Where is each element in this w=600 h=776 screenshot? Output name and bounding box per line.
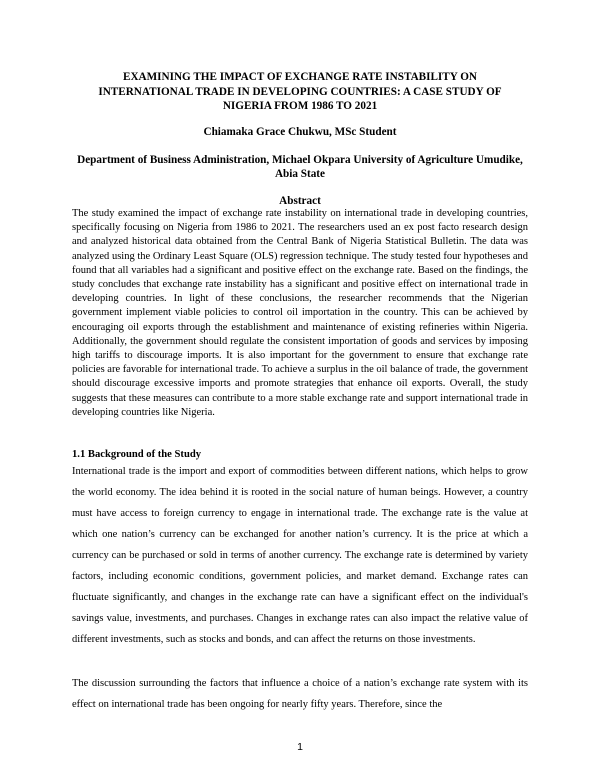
body-paragraph-1: International trade is the import and export of commodities between different nations, which helps to grow the world economy. The idea behind it is rooted in the social nature of human beings. However, a country must have access to foreign currency to engage in international trade. The exchange rate is the value at which one nation’s currency can be exchanged for another nation’s currency. It is the price at which a currency can be purchased or sold in terms of another currency. The exchange rate is determined by variety factors, including economic conditions, government policies, and market demand. Exchange rates can fluctuate significantly, and changes in the exchange rate can have a significant effect on the individual's savings value, investments, and purchases. Changes in exchange rates can also impact the relative value of different investments, such as stocks and bonds, and can affect the returns on those investments. <box>72 466 528 645</box>
abstract-heading: Abstract <box>279 195 321 207</box>
paper-title: EXAMINING THE IMPACT OF EXCHANGE RATE INSTABILITY ON INTERNATIONAL TRADE IN DEVELOPING COUNTRIES: A CASE STUDY OF NIGERIA FROM 1986 TO 2021 <box>98 71 502 112</box>
affiliation-line: Department of Business Administration, Michael Okpara University of Agriculture Umudike, Abia State <box>77 154 523 180</box>
section-heading: 1.1 Background of the Study <box>72 449 202 460</box>
abstract-body: The study examined the impact of exchange rate instability on international trade in developing countries, specifically focusing on Nigeria from 1986 to 2021. The researchers used an ex post facto research design and analyzed historical data obtained from the Central Bank of Nigeria Statistical Bulletin. The data was analyzed using the Ordinary Least Square (OLS) regression technique. The study tested four hypotheses and found that all variables had a significant and positive effect on the exchange rate. Based on the findings, the study concludes that exchange rate instability has a significant and positive effect on international trade in developing countries. In light of these conclusions, the researcher recommends that the Nigerian government implement viable policies to control oil importation in the country. This can be achieved by encouraging oil exports through the establishment and maintenance of existing refineries within Nigeria. Additionally, the government should regulate the consistent importation of goods and services by imposing high tariffs to discourage imports. It is also important for the government to ensure that exchange rate policies are favorable for international trade. To achieve a surplus in the oil balance of trade, the government should discourage excessive imports and promote strategies that enhance oil exports. Overall, the study suggests that these measures can contribute to a more stable exchange rate and support international trade in developing countries like Nigeria. <box>72 208 528 418</box>
body-paragraph-2: The discussion surrounding the factors that influence a choice of a nation’s exchange rate system with its effect on international trade has been ongoing for nearly fifty years. Therefore, since the <box>72 678 528 710</box>
page-number: 1 <box>297 741 303 753</box>
author-line: Chiamaka Grace Chukwu, MSc Student <box>203 126 397 138</box>
